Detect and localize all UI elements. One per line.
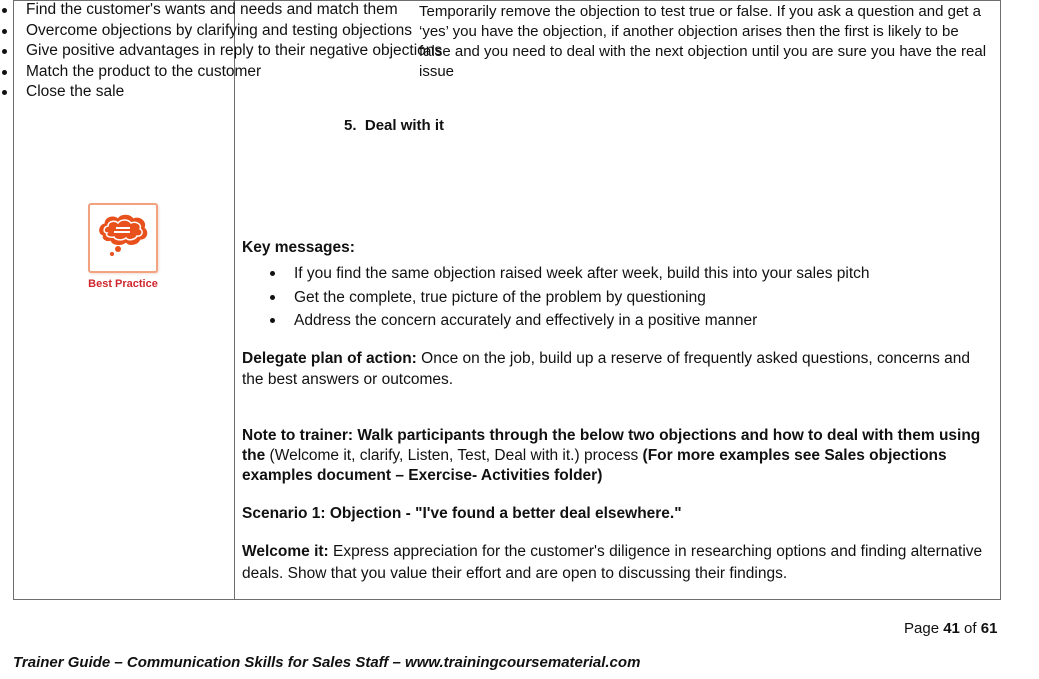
step-heading [344,116,444,136]
list-item: Overcome objections by clarifying and testing objections [0,21,560,42]
scenario-heading: Scenario 1: Objection - "I've found a better deal elsewhere." [242,505,682,522]
list-item: Get the complete, true picture of the problem by questioning [268,286,968,310]
best-practice-badge [88,203,158,273]
step-number: 5. [344,117,357,134]
welcome-label: Welcome it: [242,543,329,560]
welcome-paragraph [242,541,1002,585]
best-practice-label: Best Practice [88,278,158,290]
list-item: Match the product to the customer [0,62,560,83]
list-item: Address the concern accurately and effectively in a positive manner [268,309,968,333]
page-number [904,620,997,637]
thought-cloud-icon [90,205,156,271]
note-process: (Welcome it, clarify, Listen, Test, Deal with it.) process [265,447,643,464]
key-messages-heading: Key messages: [242,239,355,256]
page-current: 41 [943,620,960,637]
step-bullet-list [0,0,560,103]
delegate-label: Delegate plan of action: [242,350,417,367]
page-of: of [959,620,981,637]
welcome-text: Express appreciation for the customer's diligence in researching options and finding alternative deals. Show that you value their effort and are open to discussing their findings. [242,543,983,582]
delegate-paragraph [242,348,982,390]
note-bold-end: (For more examples see Sales objections examples document – Exercise- Activities folder) [242,447,947,484]
document-footer: Trainer Guide – Communication Skills for Sales Staff – www.trainingcoursematerial.com [13,654,641,671]
key-messages-list [268,262,968,333]
step-title: Deal with it [364,117,445,134]
trainer-note [242,426,982,486]
list-item: If you find the same objection raised week after week, build this into your sales pitch [268,262,968,286]
list-item: Close the sale [0,82,560,103]
list-item: Find the customer's wants and needs and match them [0,0,560,21]
delegate-text: Once on the job, build up a reserve of frequently asked questions, concerns and the best answers or outcomes. [242,350,971,388]
page-total: 61 [980,620,998,637]
note-bold-start: Note to trainer: Walk participants through the below two objections and how to deal with them using the [242,427,981,464]
intro-paragraph: Temporarily remove the objection to test true or false. If you ask a question and get a ‘yes’ you have the objection, if another objection arises then the first is likely to be false and you need to deal with the next objection until you are sure you have the real issue [419,3,987,80]
page-prefix: Page [904,620,944,637]
list-item: Give positive advantages in reply to their negative objections [0,41,560,62]
